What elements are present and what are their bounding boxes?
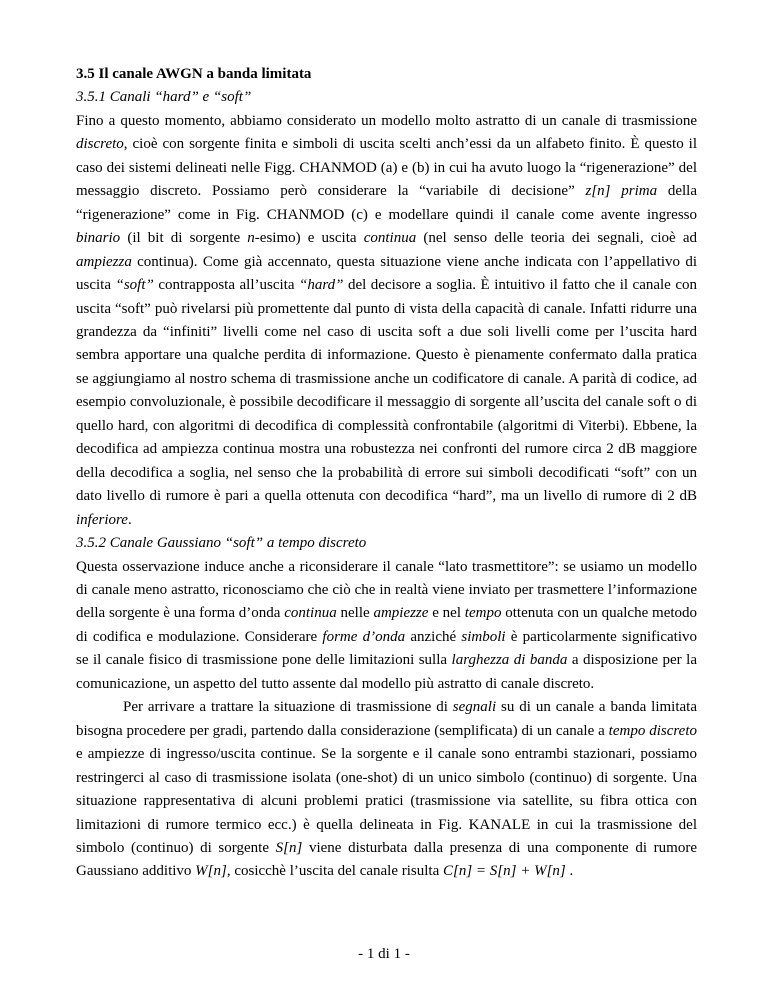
document-page [76, 63, 697, 884]
subsection-title-2: 3.5.2 Canale Gaussiano “soft” a tempo discreto [76, 535, 367, 552]
page-number: - 1 di 1 - [358, 946, 410, 962]
paragraph-3: Per arrivare a trattare la situazione di trasmissione di segnali su di un canale a banda limitata bisogna procedere per gradi, partendo dalla considerazione (semplificata) di un canale a tempo discreto e ampiezze di ingresso/uscita continue. Se la sorgente e il canale sono entrambi stazionari, possiamo restringerci al caso di trasmissione isolata (one-shot) di un unico simbolo (continuo) di sorgente. Una situazione rappresentativa di alcuni problemi pratici (trasmissione via satellite, su fibra ottica con limitazioni di rumore termico ecc.) è quella delineata in Fig. KANALE in cui la trasmissione del simbolo (continuo) di sorgente S[n] viene disturbata dalla presenza di una componente di rumore Gaussiano additivo W[n], cosicchè l’uscita del canale risulta C[n] = S[n] + W[n] . [76, 699, 697, 880]
paragraph-2: Questa osservazione induce anche a riconsiderare il canale “lato trasmettitore”: se usiamo un modello di canale meno astratto, riconosciamo che ciò che in realtà viene inviato per trasmettere l’informazione della sorgente è una forma d’onda continua nelle ampiezze e nel tempo ottenuta con un qualche metodo di codifica e modulazione. Considerare forme d’onda anziché simboli è particolarmente significativo se il canale fisico di trasmissione pone delle limitazioni sulla larghezza di banda a disposizione per la comunicazione, un aspetto del tutto assente dal modello più astratto di canale discreto. [76, 558, 698, 692]
section-title: 3.5 Il canale AWGN a banda limitata [76, 66, 312, 82]
paragraph-1: Fino a questo momento, abbiamo considerato un modello molto astratto di un canale di trasmissione discreto, cioè con sorgente finita e simboli di uscita scelti anch’essi da un alfabeto finito. È questo il caso dei sistemi delineati nelle Figg. CHANMOD (a) e (b) in cui ha avuto luogo la “rigenerazione” del messaggio discreto. Possiamo però considerare la “variabile di decisione” z[n] prima della “rigenerazione” come in Fig. CHANMOD (c) e modellare quindi il canale come avente ingresso binario (il bit di sorgente n-esimo) e uscita continua (nel senso delle teoria dei segnali, cioè ad ampiezza continua). Come già accennato, questa situazione viene anche indicata con l’appellativo di uscita “soft” contrapposta all’uscita “hard” del decisore a soglia. È intuitivo il fatto che il canale con uscita “soft” può rivelarsi più promettente dal punto di vista della capacità di canale. Infatti ridurre una grandezza da “infiniti” livelli come nel caso di uscita soft a due soli livelli come per l’uscita hard sembra apportare una qualche perdita di informazione. Questo è pienamente confermato dalla pratica se aggiungiamo al nostro schema di trasmissione anche un codificatore di canale. A parità di codice, ad esempio convoluzionale, è possibile decodificare il messaggio di sorgente all’uscita del canale soft o di quello hard, con algoritmi di decodifica di complessità confrontabile (algoritmi di Viterbi). Ebbene, la decodifica ad ampiezza continua mostra una robustezza nei confronti del rumore circa 2 dB maggiore della decodifica a soglia, nel senso che la probabilità di errore sui simboli decodificati “soft” con un dato livello di rumore è pari a quella ottenuta con decodifica “hard”, ma un livello di rumore di 2 dB inferiore. [76, 112, 698, 528]
subsection-title-1: 3.5.1 Canali “hard” e “soft” [76, 89, 252, 106]
